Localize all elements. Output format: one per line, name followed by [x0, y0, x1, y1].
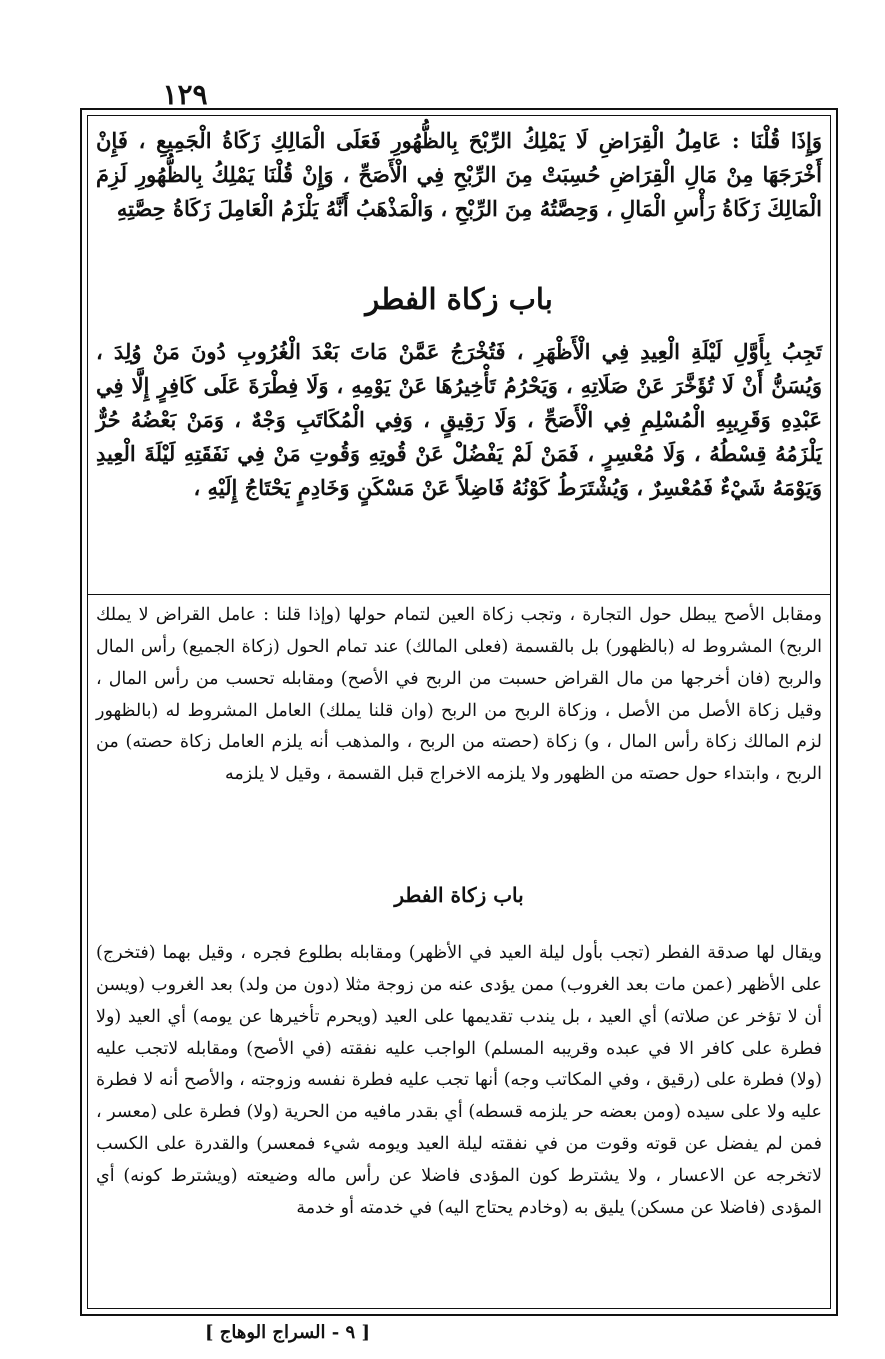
sharh-opening-paragraph: ومقابل الأصح يبطل حول التجارة ، وتجب زكاة العين لتمام حولها (وإذا قلنا : عامل القراض لا يملك الربح) المشروط له (بالظهور) بل بالقسمة (فعلى المالك) عند تمام الحول (زكاة الجميع) رأس المال والربح (فان أخرجها من مال القراض حسبت من الربح في الأصح) ومقابله تحسب من رأس المال ، وقيل زكاة الأصل من الأصل ، وزكاة الربح من الربح (وان قلنا يملك) العامل المشروط له (بالظهور لزم المالك زكاة رأس المال ، و) زكاة (حصته من الربح ، والمذهب أنه يلزم العامل زكاة حصته) من الربح ، وابتداء حول حصته من الظهور ولا يلزمه الاخراج قبل القسمة ، وقيل لا يلزمه: [96, 605, 823, 785]
page-number: ١٢٩: [162, 78, 208, 111]
matn-chapter-title: باب زكاة الفطر: [365, 282, 553, 316]
matn-chapter-text: تَجِبُ بِأَوَّلِ لَيْلَةِ الْعِيدِ فِي الْأَظْهَرِ ، فَتُخْرَجُ عَمَّنْ مَاتَ بَعْدَ الْغُرُوبِ دُونَ مَنْ وُلِدَ ، وَيُسَنُّ أَنْ لَا تُؤَخَّرَ عَنْ صَلَاتِهِ ، وَيَحْرُمُ تَأْخِيرُهَا عَنْ يَوْمِهِ ، وَلَا فِطْرَةَ عَلَى كَافِرٍ إِلَّا فِي عَبْدِهِ وَقَرِيبِهِ الْمُسْلِمِ فِي الْأَصَحِّ ، وَلَا رَقِيقٍ ، وَفِي الْمُكَاتَبِ وَجْهٌ ، وَمَنْ بَعْضُهُ حُرٌّ يَلْزَمُهُ قِسْطُهُ ، وَلَا مُعْسِرٍ ، فَمَنْ لَمْ يَفْضُلْ عَنْ قُوتِهِ وَقُوتِ مَنْ فِي نَفَقَتِهِ لَيْلَةَ الْعِيدِ وَيَوْمَهُ شَيْءٌ فَمُعْسِرٌ ، وَيُشْتَرَطُ كَوْنُهُ فَاضِلاً عَنْ مَسْكَنٍ وَخَادِمٍ يَحْتَاجُ إِلَيْهِ ،: [96, 339, 822, 501]
footer-signature-mark: [ ٩ - السراج الوهاج ]: [205, 1322, 370, 1343]
sharh-chapter-title: باب زكاة الفطر: [394, 883, 524, 907]
matn-opening-paragraph: وَإِذَا قُلْنَا : عَامِلُ الْقِرَاضِ لَا يَمْلِكُ الرِّبْحَ بِالظُّهُورِ فَعَلَى الْمَالِكِ زَكَاةُ الْجَمِيعِ ، فَإِنْ أَخْرَجَهَا مِنْ مَالِ الْقِرَاضِ حُسِبَتْ مِنَ الرِّبْحِ فِي الْأَصَحِّ ، وَإِنْ قُلْنَا يَمْلِكُ بِالظُّهُورِ لَزِمَ الْمَالِكَ زَكَاةُ رَأْسِ الْمَالِ ، وَحِصَّتُهُ مِنَ الرِّبْحِ ، وَالْمَذْهَبُ أَنَّهُ يَلْزَمُ الْعَامِلَ زَكَاةُ حِصَّتِهِ: [96, 128, 822, 222]
matn-sharh-divider: [88, 594, 830, 595]
sharh-chapter-text: ويقال لها صدقة الفطر (تجب بأول ليلة العيد في الأظهر) ومقابله بطلوع فجره ، وقيل بهما (فتخرج) على الأظهر (عمن مات بعد الغروب) ممن يؤدى عنه من زوجة مثلا (دون من ولد) بعد الغروب (ويسن أن لا تؤخر عن صلاته) أي العيد ، بل يندب تقديمها على العيد (ويحرم تأخيرها عن يومه) أي العيد (ولا فطرة على كافر الا في عبده وقريبه المسلم) الواجب عليه نفقته (في الأصح) ومقابله لاتجب عليه (ولا) فطرة على (رقيق ، وفي المكاتب وجه) أنها تجب عليه فطرة نفسه وزوجته ، والأصح أنه لا فطرة عليه ولا على سيده (ومن بعضه حر يلزمه قسطه) أي بقدر مافيه من الحرية (ولا) فطرة على (معسر ، فمن لم يفضل عن قوته وقوت من في نفقته ليلة العيد ويومه شيء فمعسر) والقدرة على الكسب لاتخرجه عن الاعسار ، ولا يشترط كون المؤدى فاضلا عن رأس ماله وضيعته (ويشترط كونه) أي المؤدى (فاضلا عن مسكن) يليق به (وخادم يحتاج اليه) في خدمته أو خدمة: [96, 943, 822, 1218]
